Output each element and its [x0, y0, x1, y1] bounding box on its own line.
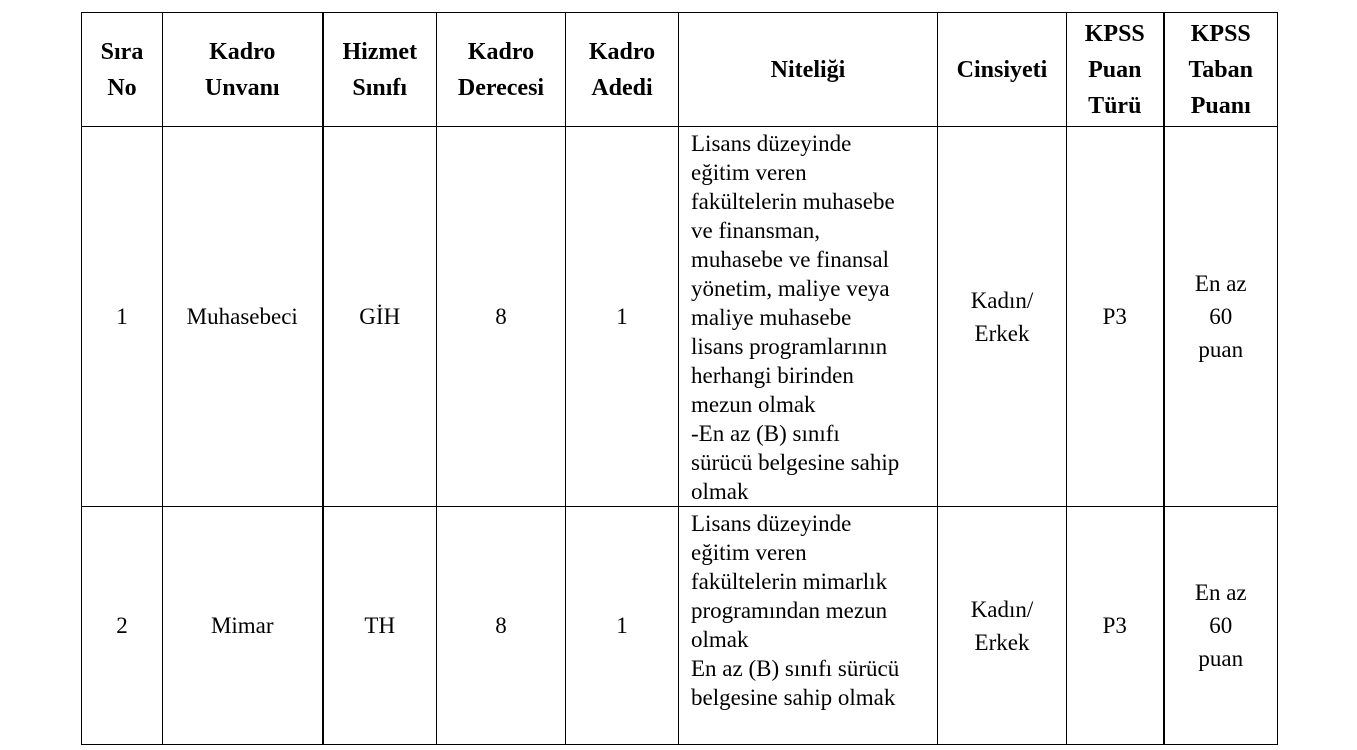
cell-hizmet-sinifi: GİH	[323, 127, 437, 507]
cell-kpss-taban-puani: En az 60 puan	[1164, 507, 1278, 745]
header-kadro-derecesi: Kadro Derecesi	[437, 13, 566, 127]
table-row	[82, 507, 1278, 745]
kadro-table	[81, 12, 1278, 745]
header-kpss-puan-turu: KPSS Puan Türü	[1067, 13, 1164, 127]
cell-cinsiyeti: Kadın/ Erkek	[938, 127, 1067, 507]
cell-kpss-puan-turu: P3	[1067, 507, 1164, 745]
header-sira-no: Sıra No	[82, 13, 163, 127]
table-row	[82, 127, 1278, 507]
header-hizmet-sinifi: Hizmet Sınıfı	[323, 13, 437, 127]
cell-kadro-derecesi: 8	[437, 127, 566, 507]
cell-kadro-adedi: 1	[566, 507, 679, 745]
header-kadro-unvani: Kadro Unvanı	[163, 13, 323, 127]
cell-niteligi: Lisans düzeyinde eğitim veren fakültelerin mimarlık programından mezun olmak En az (B) sınıfı sürücü belgesine sahip olmak	[679, 507, 938, 745]
header-kpss-taban-puani: KPSS Taban Puanı	[1164, 13, 1278, 127]
cell-sira-no: 1	[82, 127, 163, 507]
cell-hizmet-sinifi: TH	[323, 507, 437, 745]
header-cinsiyeti: Cinsiyeti	[938, 13, 1067, 127]
header-niteligi: Niteliği	[679, 13, 938, 127]
header-kadro-adedi: Kadro Adedi	[566, 13, 679, 127]
cell-sira-no: 2	[82, 507, 163, 745]
cell-kadro-unvani: Muhasebeci	[163, 127, 323, 507]
cell-kadro-derecesi: 8	[437, 507, 566, 745]
cell-kpss-taban-puani: En az 60 puan	[1164, 127, 1278, 507]
cell-kadro-adedi: 1	[566, 127, 679, 507]
header-row	[82, 13, 1278, 127]
cell-kadro-unvani: Mimar	[163, 507, 323, 745]
cell-kpss-puan-turu: P3	[1067, 127, 1164, 507]
cell-niteligi: Lisans düzeyinde eğitim veren fakültelerin muhasebe ve finansman, muhasebe ve finansal yönetim, maliye veya maliye muhasebe lisans programlarının herhangi birinden mezun olmak -En az (B) sınıfı sürücü belgesine sahip olmak	[679, 127, 938, 507]
cell-cinsiyeti: Kadın/ Erkek	[938, 507, 1067, 745]
